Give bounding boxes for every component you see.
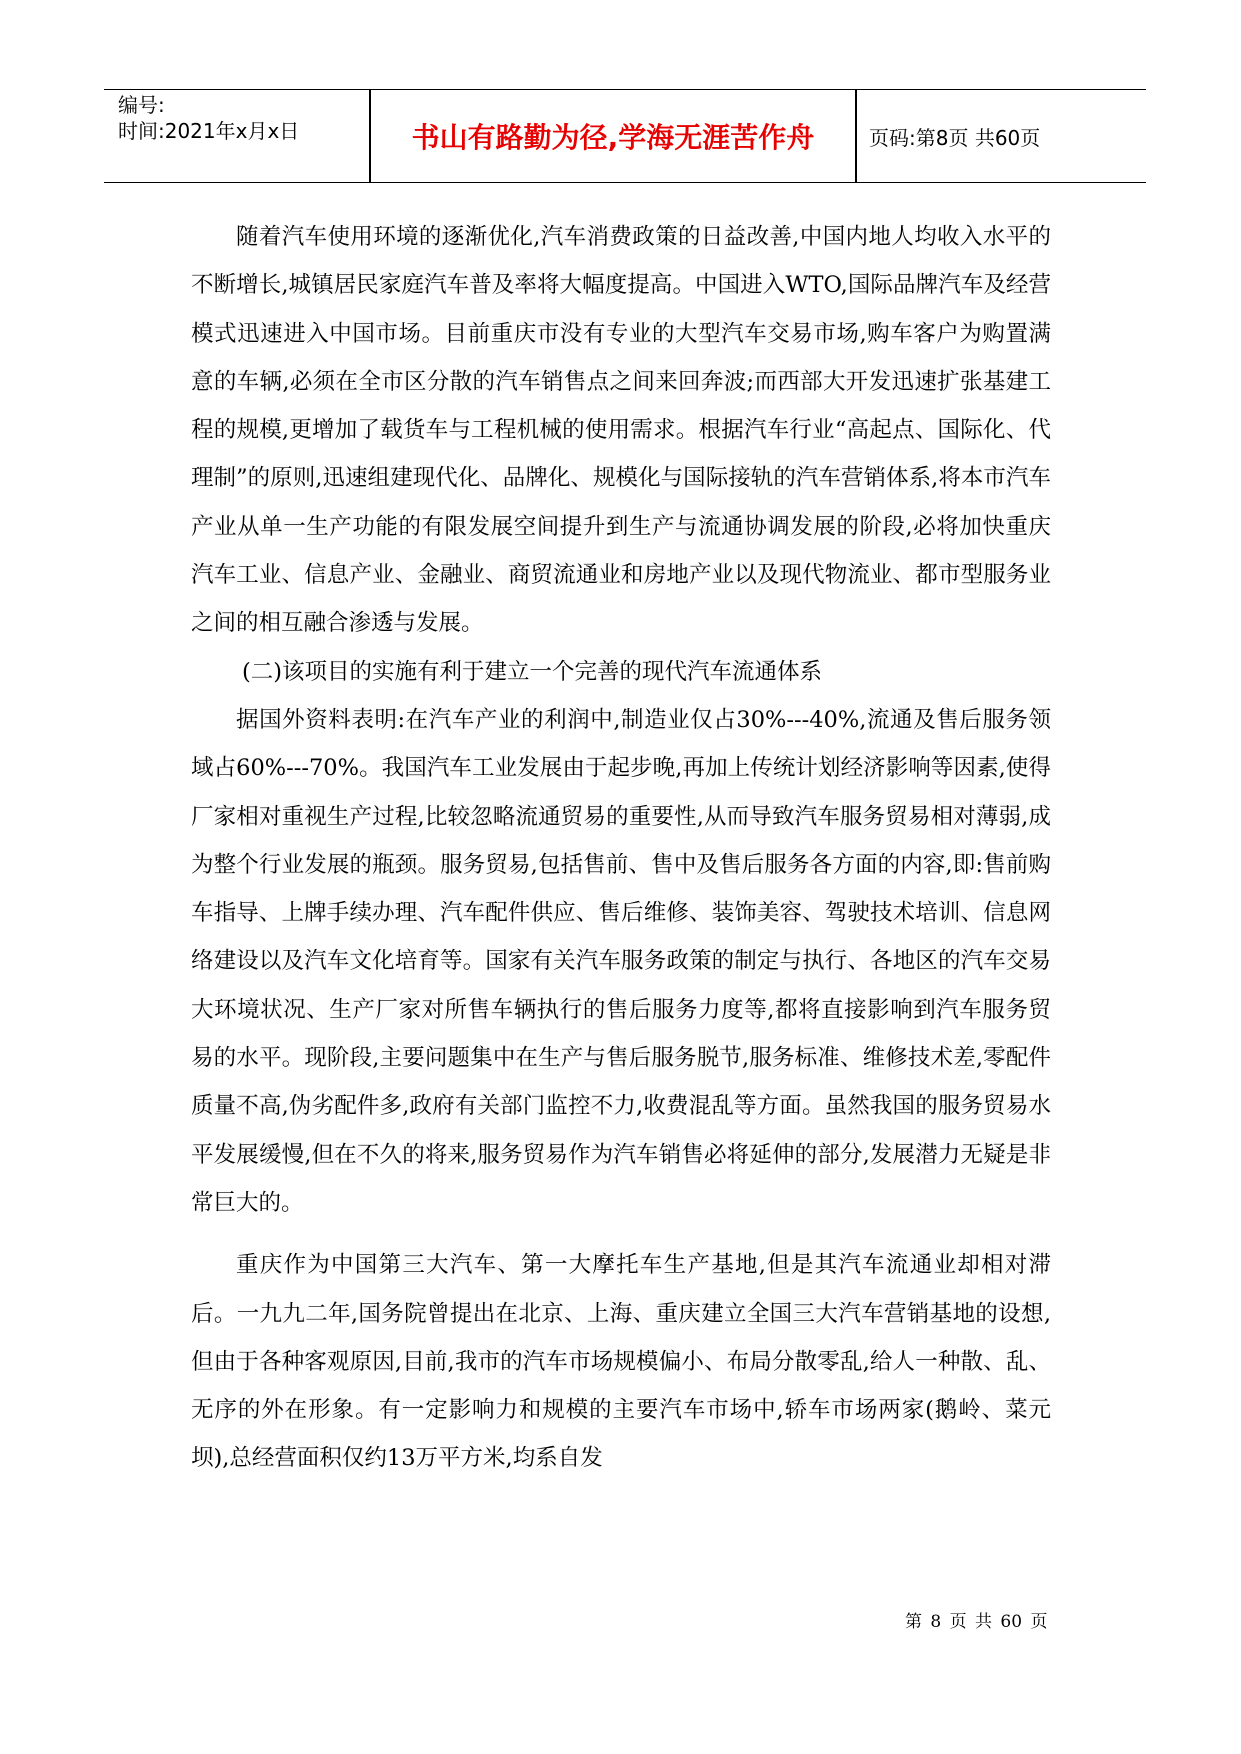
header-meta xyxy=(118,92,368,144)
header-motto: 书山有路勤为径,学海无涯苦作舟 xyxy=(411,121,815,154)
document-body xyxy=(191,213,1051,1483)
header-page-info: 页码:第8页 共60页 xyxy=(869,125,1041,150)
section-heading: (二)该项目的实施有利于建立一个完善的现代汽车流通体系 xyxy=(242,658,823,685)
document-time-label: 时间:2021年x月x日 xyxy=(118,119,300,143)
page-footer: 第 8 页 共 60 页 xyxy=(905,1612,1048,1632)
header-divider xyxy=(855,90,857,182)
paragraph: 重庆作为中国第三大汽车、第一大摩托车生产基地,但是其汽车流通业却相对滞后。一九九二年,国务院曾提出在北京、上海、重庆建立全国三大汽车营销基地的设想,但由于各种客观原因,目前,我市的汽车市场规模偏小、布局分散零乱,给人一种散、乱、无序的外在形象。有一定影响力和规模的主要汽车市场中,轿车市场两家(鹅岭、菜元坝),总经营面积仅约13万平方米,均系自发 xyxy=(191,1252,1051,1472)
paragraph: 随着汽车使用环境的逐渐优化,汽车消费政策的日益改善,中国内地人均收入水平的不断增长,城镇居民家庭汽车普及率将大幅度提高。中国进入WTO,国际品牌汽车及经营模式迅速进入中国市场。目前重庆市没有专业的大型汽车交易市场,购车客户为购置满意的车辆,必须在全市区分散的汽车销售点之间来回奔波;而西部大开发迅速扩张基建工程的规模,更增加了载货车与工程机械的使用需求。根据汽车行业“高起点、国际化、代理制”的原则,迅速组建现代化、品牌化、规模化与国际接轨的汽车营销体系,将本市汽车产业从单一生产功能的有限发展空间提升到生产与流通协调发展的阶段,必将加快重庆汽车工业、信息产业、金融业、商贸流通业和房地产业以及现代物流业、都市型服务业之间的相互融合渗透与发展。 xyxy=(191,224,1051,637)
paragraph: 据国外资料表明:在汽车产业的利润中,制造业仅占30%---40%,流通及售后服务领域占60%---70%。我国汽车工业发展由于起步晚,再加上传统计划经济影响等因素,使得厂家相对重视生产过程,比较忽略流通贸易的重要性,从而导致汽车服务贸易相对薄弱,成为整个行业发展的瓶颈。服务贸易,包括售前、售中及售后服务各方面的内容,即:售前购车指导、上牌手续办理、汽车配件供应、售后维修、装饰美容、驾驶技术培训、信息网络建设以及汽车文化培育等。国家有关汽车服务政策的制定与执行、各地区的汽车交易大环境状况、生产厂家对所售车辆执行的售后服务力度等,都将直接影响到汽车服务贸易的水平。现阶段,主要问题集中在生产与售后服务脱节,服务标准、维修技术差,零配件质量不高,伪劣配件多,政府有关部门监控不力,收费混乱等方面。虽然我国的服务贸易水平发展缓慢,但在不久的将来,服务贸易作为汽车销售必将延伸的部分,发展潜力无疑是非常巨大的。 xyxy=(191,706,1051,1216)
document-header xyxy=(104,89,1146,183)
document-number-label: 编号: xyxy=(118,93,165,117)
